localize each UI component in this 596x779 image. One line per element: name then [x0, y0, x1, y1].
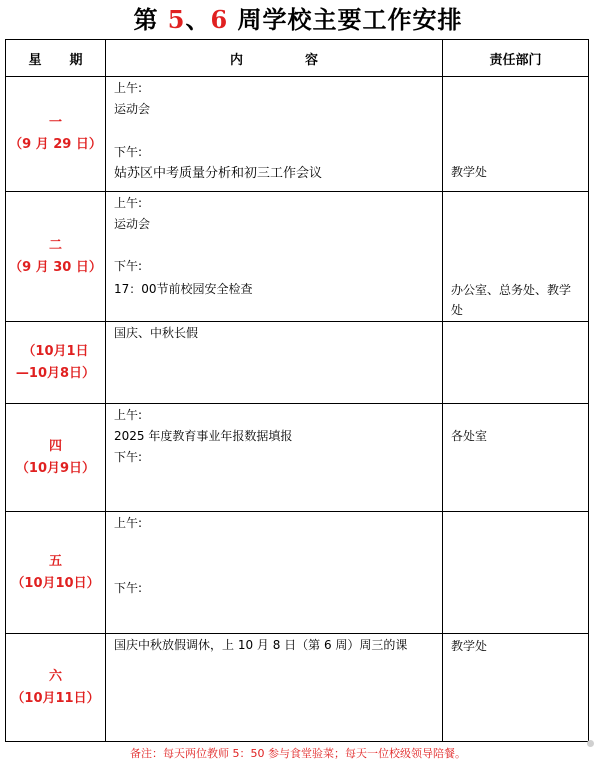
day-date: （9 月 29 日）: [9, 137, 102, 152]
day-cell: [6, 77, 106, 192]
header-day: 星期: [6, 40, 106, 77]
am-text: 运动会: [114, 102, 151, 116]
dept-cell: [443, 192, 589, 322]
content-cell: [106, 192, 443, 322]
dept-text: 教学处: [451, 165, 488, 179]
content-text: 国庆中秋放假调休，上 10 月 8 日（第 6 周）周三的课: [114, 638, 408, 652]
day-date: （10月11日）: [11, 690, 100, 706]
day-cell: [6, 512, 106, 634]
am-label: 上午:: [114, 516, 143, 530]
day-cell: [6, 404, 106, 512]
am-label: 上午:: [114, 196, 143, 210]
pm-text: 17：00节前校园安全检查: [114, 282, 253, 296]
header-row: [6, 40, 589, 77]
pm-label: 下午:: [114, 581, 143, 595]
table-row: [6, 192, 589, 322]
day-date-continued: —10月8日）: [15, 365, 96, 381]
day-date: （10月10日）: [11, 575, 100, 591]
content-cell: [106, 404, 443, 512]
content-cell: [106, 512, 443, 634]
pm-label: 下午:: [114, 259, 143, 273]
table-row: [6, 634, 589, 742]
day-name: 六: [48, 668, 62, 684]
scroll-indicator[interactable]: [587, 740, 594, 747]
day-name: 四: [48, 438, 62, 454]
day-cell: [6, 634, 106, 742]
dept-cell: [443, 322, 589, 404]
pm-label: 下午:: [114, 145, 143, 159]
day-name: 五: [48, 553, 62, 569]
pm-label: 下午:: [114, 450, 143, 464]
content-cell: [106, 322, 443, 404]
dept-cell: [443, 512, 589, 634]
header-content: 内容: [106, 40, 443, 77]
day-cell: [6, 192, 106, 322]
table-row: [6, 322, 589, 404]
title-week-number-1: 5: [167, 5, 186, 34]
page-title: [0, 4, 596, 36]
dept-cell: [443, 404, 589, 512]
am-text: 运动会: [114, 217, 151, 231]
day-date: （10月9日）: [15, 460, 96, 476]
table-row: [6, 512, 589, 634]
title-separator: 、: [185, 5, 211, 34]
title-week-number-2: 6: [210, 5, 229, 34]
table-row: [6, 77, 589, 192]
day-name: 一: [48, 115, 62, 130]
am-text: 2025 年度教育事业年报数据填报: [114, 429, 293, 443]
dept-text: 各处室: [451, 429, 488, 443]
header-dept: 责任部门: [443, 40, 589, 77]
day-cell: [6, 322, 106, 404]
content-cell: [106, 634, 443, 742]
dept-text: 教学处: [451, 639, 488, 653]
content-cell: [106, 77, 443, 192]
day-name: 二: [48, 237, 62, 253]
content-text: 国庆、中秋长假: [114, 326, 199, 340]
pm-text: 姑苏区中考质量分析和初三工作会议: [114, 166, 323, 181]
table-row: [6, 404, 589, 512]
am-label: 上午:: [114, 408, 143, 422]
dept-cell: [443, 634, 589, 742]
dept-text-continued: 处: [451, 303, 464, 317]
dept-cell: [443, 77, 589, 192]
footnote: 备注：每天两位教师 5：50 参与食堂验菜；每天一位校级领导陪餐。: [130, 747, 466, 760]
title-suffix: 周学校主要工作安排: [228, 5, 463, 34]
title-prefix: 第: [133, 5, 168, 34]
am-label: 上午:: [114, 81, 143, 95]
dept-text: 办公室、总务处、教学: [451, 283, 572, 297]
day-date: （10月1日: [22, 343, 89, 359]
schedule-table: [5, 39, 589, 742]
day-date: （9 月 30 日）: [9, 259, 102, 275]
